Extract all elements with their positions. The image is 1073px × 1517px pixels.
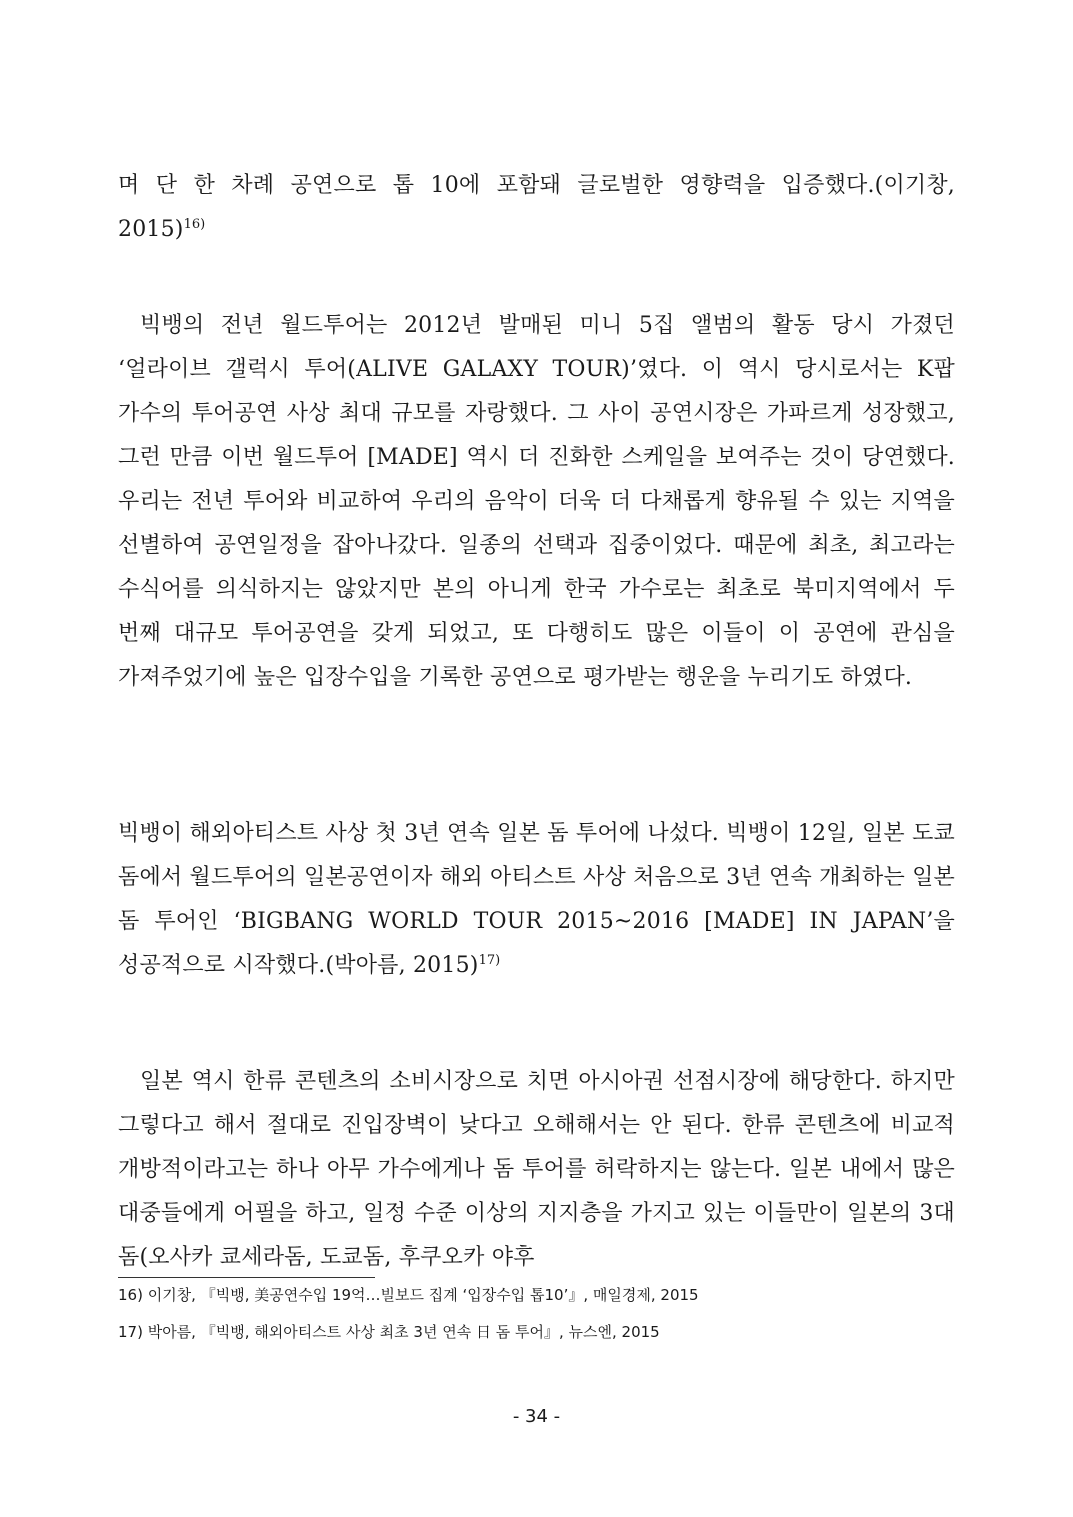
paragraph-text: 빅뱅이 해외아티스트 사상 첫 3년 연속 일본 돔 투어에 나섰다. 빅뱅이 12일, 일본 도쿄 돔에서 월드투어의 일본공연이자 해외 아티스트 사상 처음으로 3년 연속 개최하는 일본 돔 투어인 ‘BIGBANG WORLD TOUR 2015~2016 [MADE] IN JAPAN’을 성공적으로 시작했다.(박아름, 2015) [118, 821, 955, 978]
document-page [118, 0, 955, 1517]
body-paragraph [118, 1060, 955, 1280]
body-paragraph [118, 304, 955, 700]
footnote-reference[interactable]: 17) [478, 953, 501, 968]
footnote-reference[interactable]: 16) [183, 217, 206, 232]
page-number: - 34 - [512, 1406, 561, 1427]
footnote-17: 17) 박아름, 『빅뱅, 해외아티스트 사상 최초 3년 연속 日 돔 투어』, 뉴스엔, 2015 [118, 1323, 660, 1341]
body-paragraph [118, 164, 955, 252]
footnote-16: 16) 이기창, 『빅뱅, 美공연수입 19억…빌보드 집계 ‘입장수입 톱10’』, 매일경제, 2015 [118, 1286, 699, 1304]
footnote-divider [118, 1277, 375, 1278]
paragraph-text: 며 단 한 차례 공연으로 톱 10에 포함돼 글로벌한 영향력을 입증했다.(이기창, 2015) [118, 173, 955, 242]
paragraph-text: 일본 역시 한류 콘텐츠의 소비시장으로 치면 아시아권 선점시장에 해당한다. 하지만 그렇다고 해서 절대로 진입장벽이 낮다고 오해해서는 안 된다. 한류 콘텐츠에 비교적 개방적이라고는 하나 아무 가수에게나 돔 투어를 허락하지는 않는다. 일본 내에서 많은 대중들에게 어필을 하고, 일정 수준 이상의 지지층을 가지고 있는 이들만이 일본의 3대 돔(오사카 쿄세라돔, 도쿄돔, 후쿠오카 야후 [118, 1069, 955, 1270]
body-paragraph [118, 812, 955, 988]
paragraph-text: 빅뱅의 전년 월드투어는 2012년 발매된 미니 5집 앨범의 활동 당시 가졌던 ‘얼라이브 갤럭시 투어(ALIVE GALAXY TOUR)’였다. 이 역시 당시로서는 K팝 가수의 투어공연 사상 최대 규모를 자랑했다. 그 사이 공연시장은 가파르게 성장했고, 그런 만큼 이번 월드투어 [MADE] 역시 더 진화한 스케일을 보여주는 것이 당연했다. 우리는 전년 투어와 비교하여 우리의 음악이 더욱 더 다채롭게 향유될 수 있는 지역을 선별하여 공연일정을 잡아나갔다. 일종의 선택과 집중이었다. 때문에 최초, 최고라는 수식어를 의식하지는 않았지만 본의 아니게 한국 가수로는 최초로 북미지역에서 두 번째 대규모 투어공연을 갖게 되었고, 또 다행히도 많은 이들이 이 공연에 관심을 가져주었기에 높은 입장수입을 기록한 공연으로 평가받는 행운을 누리기도 하였다. [118, 313, 955, 690]
